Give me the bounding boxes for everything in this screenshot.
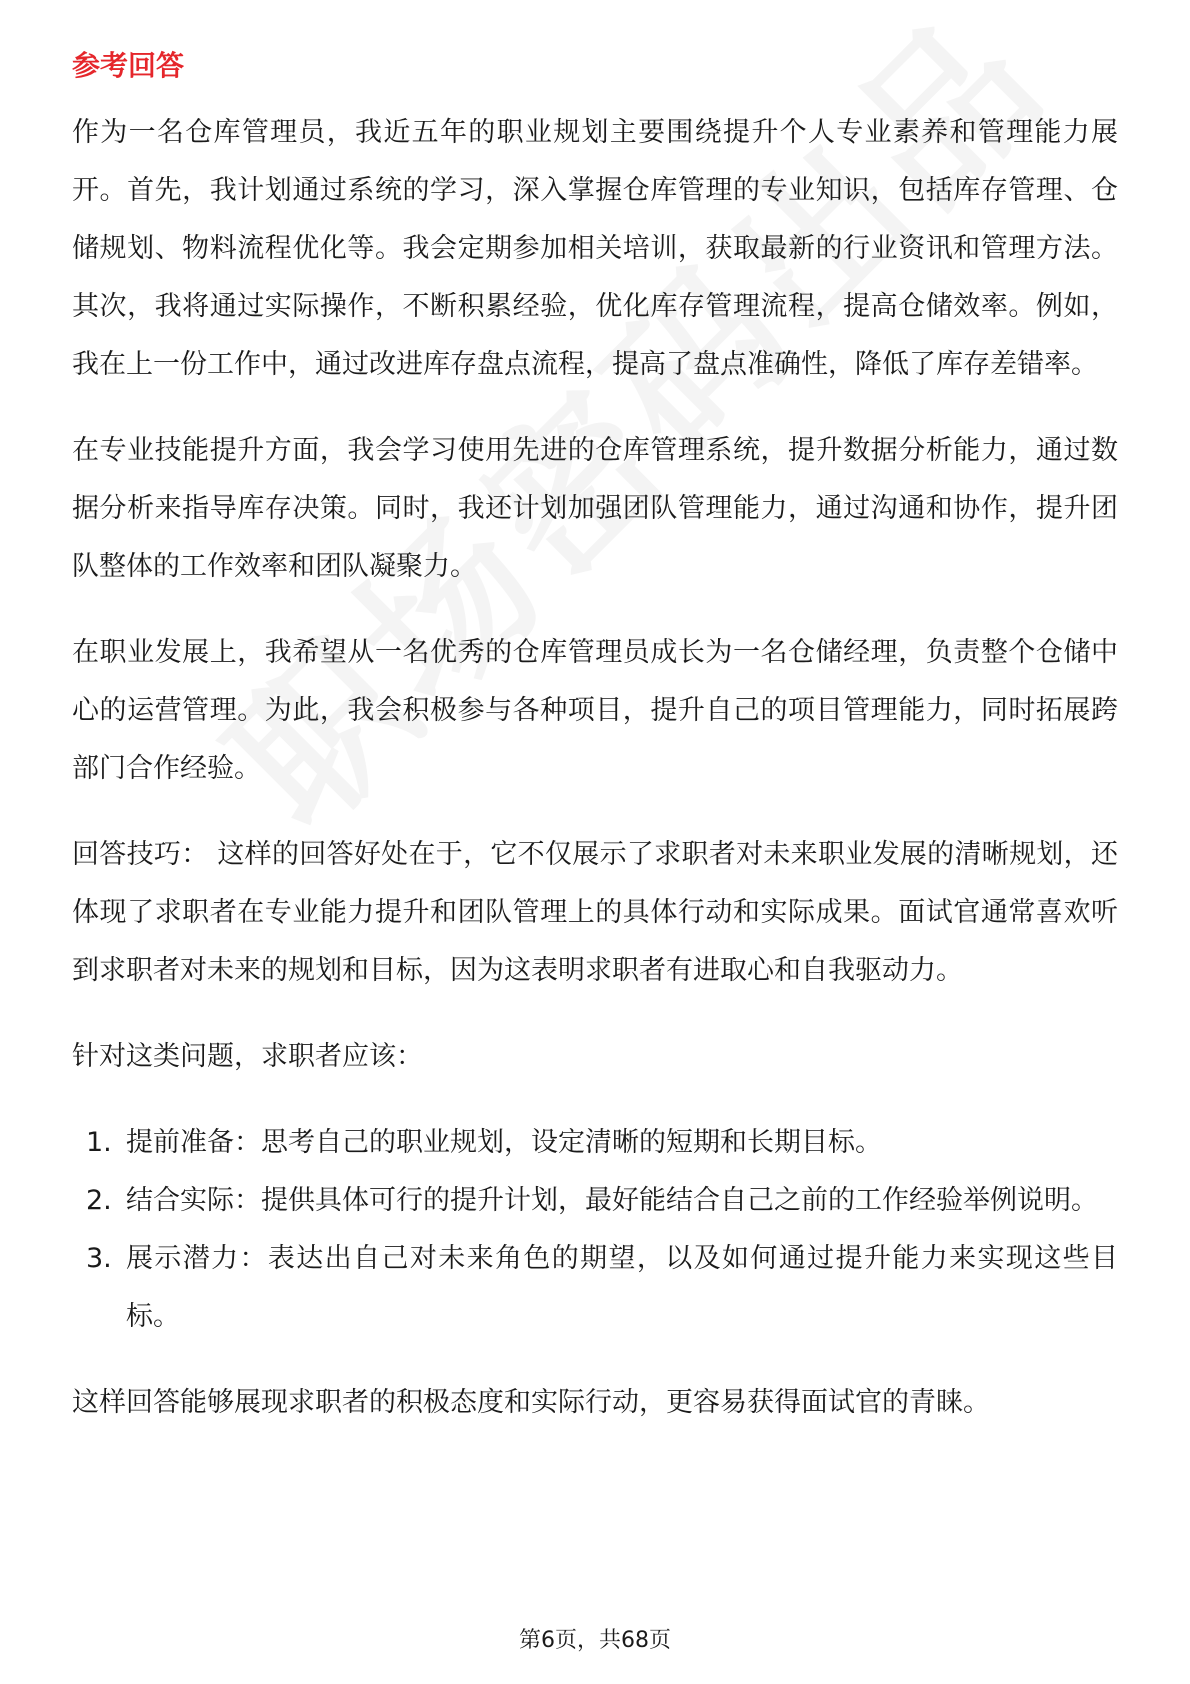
list-item	[72, 1230, 1118, 1346]
list-item-text: 提前准备：思考自己的职业规划，设定清晰的短期和长期目标。	[126, 1127, 882, 1158]
answer-paragraph-1: 作为一名仓库管理员，我近五年的职业规划主要围绕提升个人专业素养和管理能力展开。首先，我计划通过系统的学习，深入掌握仓库管理的专业知识，包括库存管理、仓储规划、物料流程优化等。我会定期参加相关培训，获取最新的行业资讯和管理方法。其次，我将通过实际操作，不断积累经验，优化库存管理流程，提高仓储效率。例如，我在上一份工作中，通过改进库存盘点流程，提高了盘点准确性，降低了库存差错率。	[72, 117, 1118, 380]
advice-list	[72, 1114, 1118, 1346]
list-item-text: 结合实际：提供具体可行的提升计划，最好能结合自己之前的工作经验举例说明。	[126, 1185, 1098, 1216]
list-item-number: 1.	[86, 1127, 112, 1158]
answer-tips-paragraph: 回答技巧： 这样的回答好处在于，它不仅展示了求职者对未来职业发展的清晰规划，还体现了求职者在专业能力提升和团队管理上的具体行动和实际成果。面试官通常喜欢听到求职者对未来的规划和目标，因为这表明求职者有进取心和自我驱动力。	[72, 839, 1118, 986]
list-item-number: 2.	[86, 1185, 112, 1216]
list-item-number: 3.	[86, 1243, 112, 1274]
list-item	[72, 1172, 1118, 1230]
closing-paragraph: 这样回答能够展现求职者的积极态度和实际行动，更容易获得面试官的青睐。	[72, 1387, 990, 1418]
answer-paragraph-3: 在职业发展上，我希望从一名优秀的仓库管理员成长为一名仓储经理，负责整个仓储中心的运营管理。为此，我会积极参与各种项目，提升自己的项目管理能力，同时拓展跨部门合作经验。	[72, 637, 1118, 784]
page-number-footer: 第6页，共68页	[519, 1628, 671, 1653]
list-item-text: 展示潜力：表达出自己对未来角色的期望，以及如何通过提升能力来实现这些目标。	[126, 1243, 1118, 1332]
advice-intro: 针对这类问题，求职者应该：	[72, 1041, 423, 1072]
section-title: 参考回答	[72, 49, 185, 82]
page-content	[72, 46, 1118, 1460]
answer-paragraph-2: 在专业技能提升方面，我会学习使用先进的仓库管理系统，提升数据分析能力，通过数据分析来指导库存决策。同时，我还计划加强团队管理能力，通过沟通和协作，提升团队整体的工作效率和团队凝聚力。	[72, 435, 1118, 582]
list-item	[72, 1114, 1118, 1172]
